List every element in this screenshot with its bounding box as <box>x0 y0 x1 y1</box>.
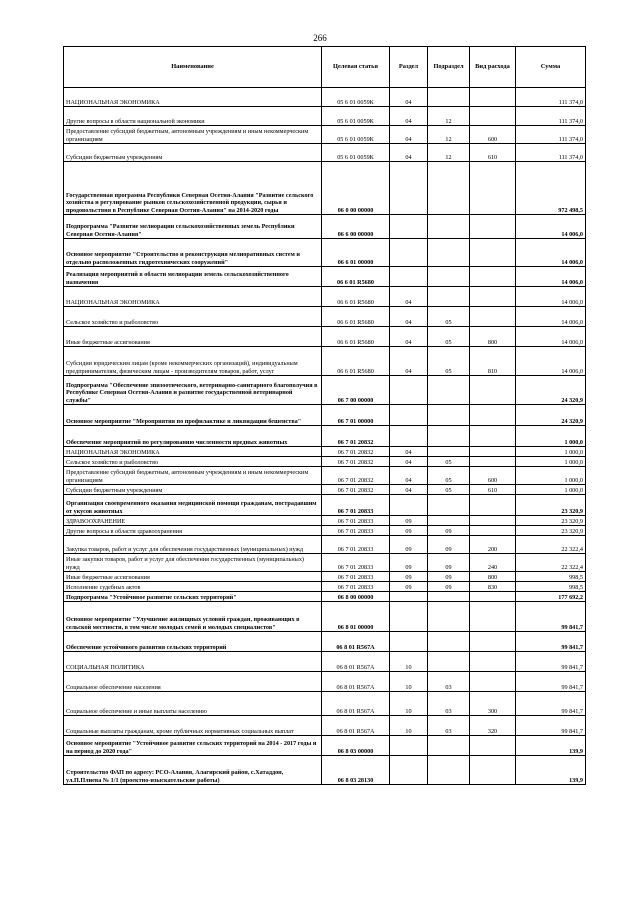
cell-sum: 14 006,0 <box>516 287 586 307</box>
cell-name: Реализация мероприятий в области мелиорации земель сельскохозяйственного назначения <box>64 267 322 287</box>
header-section: Раздел <box>390 47 428 88</box>
table-row <box>64 467 586 485</box>
cell-target: 06 7 01 20833 <box>322 526 390 536</box>
table-row <box>64 144 586 162</box>
cell-sum: 22 322,4 <box>516 554 586 572</box>
cell-target: 06 8 01 R567A <box>322 632 390 652</box>
cell-section: 10 <box>390 716 428 736</box>
cell-target: 06 8 01 00000 <box>322 602 390 632</box>
table-row <box>64 88 586 107</box>
cell-sum: 1 000,0 <box>516 485 586 495</box>
cell-target: 06 6 01 R5680 <box>322 287 390 307</box>
table-row <box>64 239 586 267</box>
cell-subsection <box>428 447 470 457</box>
cell-target: 06 0 00 00000 <box>322 162 390 215</box>
cell-sum: 14 006,0 <box>516 307 586 327</box>
table-row <box>64 716 586 736</box>
cell-name: Субсидии бюджетным учреждениям <box>64 485 322 495</box>
cell-sum: 1 000,0 <box>516 457 586 467</box>
cell-sum: 99 841,7 <box>516 692 586 716</box>
table-row <box>64 485 586 495</box>
cell-expense-type <box>470 457 516 467</box>
cell-sum: 111 374,0 <box>516 126 586 144</box>
cell-subsection: 12 <box>428 107 470 126</box>
cell-name: Сельское хозяйство и рыболовство <box>64 457 322 467</box>
cell-section: 09 <box>390 554 428 572</box>
cell-sum: 998,5 <box>516 582 586 592</box>
cell-name: Социальное обеспечение населения <box>64 672 322 692</box>
cell-section: 09 <box>390 536 428 554</box>
cell-expense-type <box>470 88 516 107</box>
cell-target: 05 6 01 0059К <box>322 126 390 144</box>
cell-expense-type: 610 <box>470 485 516 495</box>
cell-sum: 14 006,0 <box>516 267 586 287</box>
cell-sum: 111 374,0 <box>516 107 586 126</box>
cell-expense-type: 600 <box>470 467 516 485</box>
cell-subsection <box>428 239 470 267</box>
cell-target: 05 6 01 0059К <box>322 88 390 107</box>
table-row <box>64 327 586 347</box>
table-row <box>64 405 586 426</box>
cell-expense-type <box>470 516 516 526</box>
cell-target: 06 8 01 R567A <box>322 692 390 716</box>
cell-section <box>390 162 428 215</box>
cell-target: 06 7 01 20833 <box>322 554 390 572</box>
cell-subsection <box>428 88 470 107</box>
cell-subsection: 05 <box>428 347 470 376</box>
cell-target: 06 7 01 20832 <box>322 485 390 495</box>
cell-subsection <box>428 756 470 785</box>
cell-expense-type: 800 <box>470 327 516 347</box>
cell-subsection: 05 <box>428 467 470 485</box>
cell-name: Социальное обеспечение и иные выплаты населению <box>64 692 322 716</box>
cell-subsection <box>428 652 470 672</box>
cell-subsection <box>428 516 470 526</box>
cell-target: 06 6 01 R5680 <box>322 267 390 287</box>
cell-section <box>390 239 428 267</box>
cell-sum: 14 006,0 <box>516 347 586 376</box>
cell-section: 04 <box>390 307 428 327</box>
cell-name: Сельское хозяйство и рыболовство <box>64 307 322 327</box>
table-row <box>64 447 586 457</box>
cell-sum: 23 320,9 <box>516 495 586 516</box>
cell-name: Субсидии юридическим лицам (кроме некоммерческих организаций), индивидуальным предпринимателям, физическим лицам - производителям товаров, работ, услуг <box>64 347 322 376</box>
cell-sum: 998,5 <box>516 572 586 582</box>
table-row <box>64 572 586 582</box>
cell-section: 04 <box>390 485 428 495</box>
table-row <box>64 602 586 632</box>
cell-subsection: 09 <box>428 572 470 582</box>
cell-subsection <box>428 632 470 652</box>
cell-name: НАЦИОНАЛЬНАЯ ЭКОНОМИКА <box>64 447 322 457</box>
cell-target: 06 7 01 20832 <box>322 467 390 485</box>
table-row <box>64 536 586 554</box>
cell-expense-type <box>470 267 516 287</box>
cell-expense-type: 810 <box>470 347 516 376</box>
cell-target: 06 8 01 R567A <box>322 716 390 736</box>
table-row <box>64 632 586 652</box>
budget-table <box>63 46 586 785</box>
cell-expense-type <box>470 107 516 126</box>
cell-name: Иные бюджетные ассигнования <box>64 572 322 582</box>
cell-name: ЗДРАВООХРАНЕНИЕ <box>64 516 322 526</box>
cell-target: 06 6 01 R5680 <box>322 307 390 327</box>
cell-subsection: 03 <box>428 716 470 736</box>
cell-name: Строительство ФАП по адресу: РСО-Алания, Алагирский район, с.Хатаддон, ул.П.Плиева № 1/1 (проектно-изыскательские работы) <box>64 756 322 785</box>
table-row <box>64 287 586 307</box>
cell-subsection <box>428 736 470 756</box>
table-row <box>64 592 586 602</box>
cell-section: 04 <box>390 327 428 347</box>
cell-sum: 23 320,9 <box>516 516 586 526</box>
table-row <box>64 526 586 536</box>
cell-section: 10 <box>390 672 428 692</box>
cell-target: 06 8 00 00000 <box>322 592 390 602</box>
cell-target: 06 7 01 20833 <box>322 516 390 526</box>
cell-name: Организация своевременного оказания медицинской помощи гражданам, пострадавшим от укусов животных <box>64 495 322 516</box>
cell-expense-type <box>470 405 516 426</box>
cell-expense-type: 610 <box>470 144 516 162</box>
header-expense-type: Вид расхода <box>470 47 516 88</box>
cell-target: 06 7 01 20833 <box>322 572 390 582</box>
cell-target: 05 6 01 0059К <box>322 107 390 126</box>
cell-sum: 99 841,7 <box>516 602 586 632</box>
cell-section: 04 <box>390 457 428 467</box>
cell-target: 06 7 01 00000 <box>322 405 390 426</box>
cell-section <box>390 495 428 516</box>
cell-target: 06 7 01 20832 <box>322 457 390 467</box>
cell-sum: 99 841,7 <box>516 652 586 672</box>
cell-expense-type <box>470 239 516 267</box>
cell-expense-type <box>470 447 516 457</box>
cell-expense-type: 240 <box>470 554 516 572</box>
cell-name: НАЦИОНАЛЬНАЯ ЭКОНОМИКА <box>64 287 322 307</box>
cell-target: 06 8 03 00000 <box>322 736 390 756</box>
cell-expense-type: 320 <box>470 716 516 736</box>
cell-expense-type <box>470 756 516 785</box>
header-sum: Сумма <box>516 47 586 88</box>
cell-section: 04 <box>390 347 428 376</box>
cell-subsection: 09 <box>428 536 470 554</box>
table-row <box>64 126 586 144</box>
header-name: Наименование <box>64 47 322 88</box>
cell-subsection <box>428 267 470 287</box>
cell-subsection: 09 <box>428 526 470 536</box>
table-row <box>64 516 586 526</box>
cell-name: Предоставление субсидий бюджетным, автономным учреждениям и иным некоммерческим организациям <box>64 126 322 144</box>
cell-target: 05 6 01 0059К <box>322 144 390 162</box>
cell-sum: 1 000,0 <box>516 426 586 447</box>
cell-sum: 99 841,7 <box>516 672 586 692</box>
cell-sum: 972 498,5 <box>516 162 586 215</box>
cell-sum: 14 006,0 <box>516 215 586 239</box>
cell-section <box>390 215 428 239</box>
cell-section <box>390 592 428 602</box>
cell-name: Обеспечение мероприятий по регулированию численности вредных животных <box>64 426 322 447</box>
table-row <box>64 267 586 287</box>
cell-expense-type <box>470 376 516 405</box>
cell-section: 09 <box>390 526 428 536</box>
cell-expense-type: 830 <box>470 582 516 592</box>
cell-name: Субсидии бюджетным учреждениям <box>64 144 322 162</box>
cell-sum: 1 000,0 <box>516 467 586 485</box>
cell-subsection <box>428 495 470 516</box>
cell-section: 10 <box>390 692 428 716</box>
cell-expense-type <box>470 592 516 602</box>
cell-sum: 14 006,0 <box>516 327 586 347</box>
cell-target: 06 8 01 R567A <box>322 652 390 672</box>
table-row <box>64 215 586 239</box>
cell-sum: 22 322,4 <box>516 536 586 554</box>
cell-section: 04 <box>390 467 428 485</box>
cell-target: 06 7 01 20832 <box>322 426 390 447</box>
cell-name: Основное мероприятие "Устойчивое развитие сельских территорий на 2014 - 2017 годы и на период до 2020 года" <box>64 736 322 756</box>
cell-section: 09 <box>390 516 428 526</box>
cell-expense-type <box>470 602 516 632</box>
cell-subsection: 12 <box>428 144 470 162</box>
table-row <box>64 692 586 716</box>
table-row <box>64 376 586 405</box>
table-row <box>64 672 586 692</box>
cell-sum: 99 841,7 <box>516 716 586 736</box>
cell-target: 06 6 01 00000 <box>322 239 390 267</box>
table-row <box>64 162 586 215</box>
cell-expense-type <box>470 632 516 652</box>
cell-target: 06 7 01 20833 <box>322 582 390 592</box>
cell-section <box>390 426 428 447</box>
cell-section: 09 <box>390 572 428 582</box>
cell-target: 06 8 03 28130 <box>322 756 390 785</box>
cell-expense-type <box>470 736 516 756</box>
cell-target: 06 7 00 00000 <box>322 376 390 405</box>
cell-subsection: 09 <box>428 554 470 572</box>
cell-target: 06 7 01 20833 <box>322 495 390 516</box>
cell-subsection <box>428 162 470 215</box>
cell-section <box>390 405 428 426</box>
cell-subsection <box>428 592 470 602</box>
cell-sum: 111 374,0 <box>516 88 586 107</box>
cell-sum: 24 320,9 <box>516 405 586 426</box>
table-row <box>64 426 586 447</box>
cell-expense-type <box>470 426 516 447</box>
cell-section <box>390 736 428 756</box>
cell-expense-type <box>470 162 516 215</box>
cell-target: 06 6 01 R5680 <box>322 327 390 347</box>
header-subsection: Подраздел <box>428 47 470 88</box>
cell-sum: 139,9 <box>516 756 586 785</box>
cell-section: 10 <box>390 652 428 672</box>
cell-sum: 177 692,2 <box>516 592 586 602</box>
cell-section <box>390 376 428 405</box>
cell-subsection: 03 <box>428 672 470 692</box>
cell-section: 04 <box>390 107 428 126</box>
cell-subsection: 05 <box>428 457 470 467</box>
cell-name: СОЦИАЛЬНАЯ ПОЛИТИКА <box>64 652 322 672</box>
header-target: Целевая статья <box>322 47 390 88</box>
table-row <box>64 554 586 572</box>
cell-subsection <box>428 602 470 632</box>
cell-expense-type <box>470 652 516 672</box>
cell-subsection <box>428 376 470 405</box>
cell-name: Другие вопросы в области национальной экономики <box>64 107 322 126</box>
cell-expense-type: 800 <box>470 572 516 582</box>
cell-subsection: 05 <box>428 485 470 495</box>
cell-name: Закупка товаров, работ и услуг для обеспечения государственных (муниципальных) нужд <box>64 536 322 554</box>
cell-expense-type <box>470 307 516 327</box>
cell-target: 06 8 01 R567A <box>322 672 390 692</box>
table-row <box>64 347 586 376</box>
table-body <box>64 88 586 785</box>
cell-name: НАЦИОНАЛЬНАЯ ЭКОНОМИКА <box>64 88 322 107</box>
cell-expense-type <box>470 672 516 692</box>
cell-subsection <box>428 215 470 239</box>
cell-name: Социальные выплаты гражданам, кроме публичных нормативных социальных выплат <box>64 716 322 736</box>
cell-section <box>390 267 428 287</box>
cell-sum: 24 320,9 <box>516 376 586 405</box>
cell-subsection: 12 <box>428 126 470 144</box>
cell-sum: 99 841,7 <box>516 632 586 652</box>
cell-subsection <box>428 405 470 426</box>
cell-subsection: 05 <box>428 307 470 327</box>
cell-name: Обеспечение устойчивого развития сельских территорий <box>64 632 322 652</box>
cell-subsection: 03 <box>428 692 470 716</box>
cell-section <box>390 602 428 632</box>
cell-section <box>390 756 428 785</box>
cell-expense-type <box>470 215 516 239</box>
table-row <box>64 307 586 327</box>
cell-name: Основное мероприятие "Улучшение жилищных условий граждан, проживающих в сельской местности, в том числе молодых семей и молодых специалистов" <box>64 602 322 632</box>
cell-section: 04 <box>390 447 428 457</box>
cell-sum: 23 320,9 <box>516 526 586 536</box>
cell-name: Государственная программа Республики Северная Осетия-Алания "Развитие сельского хозяйства и регулирование рынков сельскохозяйственной продукции, сырья и продовольствия в Республике Северная Осетия-Алания" на 2014-2020 годы <box>64 162 322 215</box>
cell-sum: 139,9 <box>516 736 586 756</box>
cell-subsection <box>428 287 470 307</box>
cell-name: Иные бюджетные ассигнования <box>64 327 322 347</box>
cell-section: 04 <box>390 287 428 307</box>
cell-sum: 1 000,0 <box>516 447 586 457</box>
cell-target: 06 6 00 00000 <box>322 215 390 239</box>
cell-sum: 111 374,0 <box>516 144 586 162</box>
cell-name: Иные закупки товаров, работ и услуг для обеспечения государственных (муниципальных) нужд <box>64 554 322 572</box>
cell-target: 06 7 01 20832 <box>322 447 390 457</box>
table-row <box>64 756 586 785</box>
table-row <box>64 652 586 672</box>
cell-name: Другие вопросы в области здравоохранения <box>64 526 322 536</box>
cell-expense-type <box>470 495 516 516</box>
table-row <box>64 495 586 516</box>
cell-name: Основное мероприятие "Мероприятия по профилактике и ликвидации бешенства" <box>64 405 322 426</box>
table-row <box>64 107 586 126</box>
cell-name: Подпрограмма "Устойчивое развитие сельских территорий" <box>64 592 322 602</box>
table-header-row <box>64 47 586 88</box>
cell-expense-type: 200 <box>470 536 516 554</box>
cell-subsection <box>428 426 470 447</box>
cell-section: 04 <box>390 126 428 144</box>
cell-section: 09 <box>390 582 428 592</box>
cell-expense-type <box>470 526 516 536</box>
cell-section: 04 <box>390 88 428 107</box>
cell-name: Подпрограмма "Обеспечение эпизоотического, ветеринарно-санитарного благополучия в Республике Северная Осетия-Алания и развитие государственной ветеринарной службы" <box>64 376 322 405</box>
cell-sum: 14 006,0 <box>516 239 586 267</box>
cell-name: Предоставление субсидий бюджетным, автономным учреждениям и иным некоммерческим организациям <box>64 467 322 485</box>
cell-name: Подпрограмма "Развитие мелиорации сельскохозяйственных земель Республики Северная Осетия-Алания" <box>64 215 322 239</box>
cell-expense-type <box>470 287 516 307</box>
cell-expense-type: 600 <box>470 126 516 144</box>
table-row <box>64 736 586 756</box>
page-number: 266 <box>313 33 327 43</box>
cell-name: Основное мероприятие "Строительство и реконструкция мелиоративных систем и отдельно расположенных гидротехнических сооружений" <box>64 239 322 267</box>
cell-target: 06 6 01 R5680 <box>322 347 390 376</box>
cell-target: 06 7 01 20833 <box>322 536 390 554</box>
cell-section <box>390 632 428 652</box>
cell-subsection: 09 <box>428 582 470 592</box>
cell-section: 04 <box>390 144 428 162</box>
cell-name: Исполнение судебных актов <box>64 582 322 592</box>
table-row <box>64 457 586 467</box>
cell-expense-type: 300 <box>470 692 516 716</box>
table-row <box>64 582 586 592</box>
cell-subsection: 05 <box>428 327 470 347</box>
